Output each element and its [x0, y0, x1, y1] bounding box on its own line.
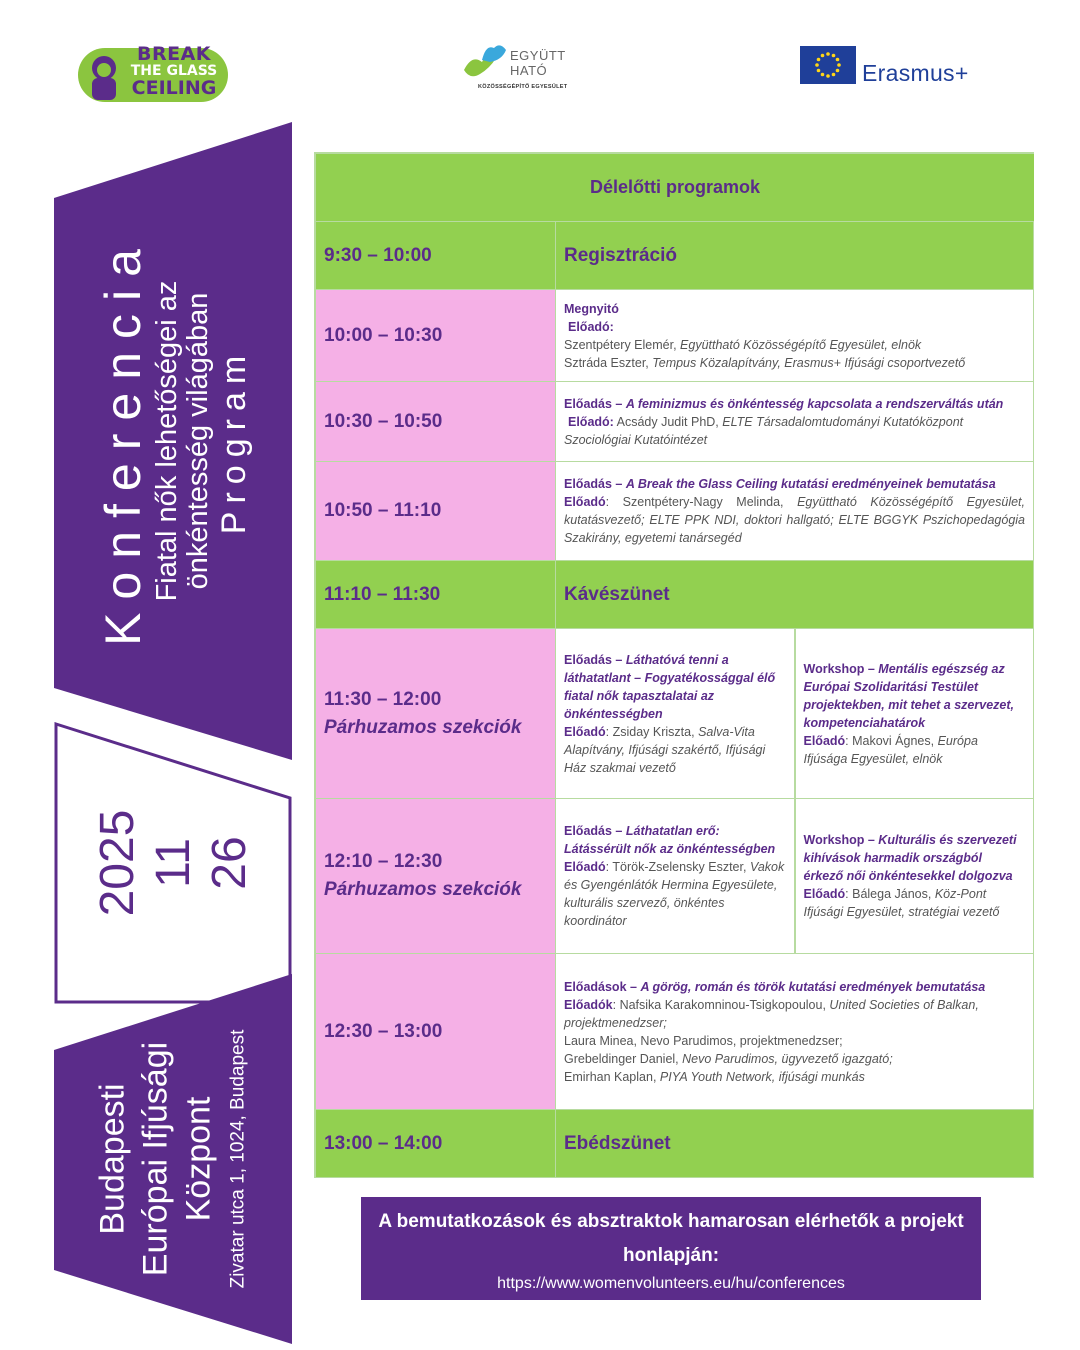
date-banner [54, 722, 294, 1004]
time-cell [316, 561, 556, 628]
date-day: 26 [203, 836, 256, 890]
egyutthato-line-2: HATÓ [510, 63, 548, 78]
egyutthato-line-1: EGYÜTT [510, 48, 566, 63]
logo-line-2: THE GLASS [130, 63, 218, 79]
venue-line-3: Központ [179, 1096, 218, 1222]
time-text: 10:00 – 10:30 [324, 324, 443, 346]
venue-address: Zivatar utca 1, 1024, Budapest [227, 1029, 249, 1289]
speaker-role: United Societies of Balkan, projektmenedzser; [564, 997, 979, 1030]
event-title: Láthatatlan erő: Látássérült nők az önkéntességben [564, 824, 776, 856]
logo-line-1: BREAK [136, 43, 212, 65]
event-title: Megnyitó [564, 301, 619, 316]
conference-title-banner [54, 122, 294, 760]
event-title: Láthatóvá tenni a láthatatlant – Fogyatékossággal élő fiatal nők tapasztalatai az önkéntességben [564, 652, 776, 721]
venue-line-1: Budapesti [93, 1083, 132, 1235]
time-text: 12:30 – 13:00 [324, 1020, 443, 1042]
event-kind: Előadás – [564, 652, 623, 667]
eu-flag-icon [800, 46, 856, 84]
hands-icon [460, 40, 510, 84]
egyutthato-wordmark [510, 48, 566, 78]
event-cell [556, 222, 1034, 289]
speaker-name: Sztráda Eszter, [564, 355, 649, 370]
speaker-role: Európa Ifjúsága Egyesület, elnök [803, 733, 978, 766]
time-text: 13:00 – 14:00 [324, 1132, 443, 1154]
session-cell-right [795, 799, 1035, 953]
time-text: 10:30 – 10:50 [324, 410, 443, 432]
event-label: Regisztráció [564, 244, 677, 266]
time-text: 12:10 – 12:30 [324, 851, 443, 872]
event-cell [556, 382, 1034, 461]
event-kind: Workshop – [803, 661, 875, 676]
speaker-role: Nevo Parudimos, ügyvezető igazgató; [682, 1051, 893, 1066]
time-cell [316, 799, 556, 953]
session-cell-left [556, 629, 795, 798]
schedule-header-row [316, 154, 1034, 222]
parallel-sessions-label: Párhuzamos szekciók [324, 716, 522, 738]
event-cell [556, 462, 1034, 560]
presenter-label: Előadó [803, 887, 846, 901]
event-label: Ebédszünet [564, 1132, 671, 1154]
event-cell [556, 1110, 1034, 1177]
presenter-label: Előadó: [568, 319, 614, 334]
project-website-link[interactable]: https://www.womenvolunteers.eu/hu/conferences [497, 1275, 845, 1292]
date-year: 2025 [91, 809, 144, 917]
footer-notice [361, 1197, 981, 1300]
speaker-role: Salva-Vita Alapítvány, Ifjúsági szakértő, Ifjúsági Ház szakmai vezető [564, 724, 766, 775]
schedule-row-parallel-1 [316, 629, 1034, 799]
time-cell [316, 1110, 556, 1177]
time-cell [316, 462, 556, 560]
schedule-row-talk-3 [316, 954, 1034, 1110]
time-cell [316, 629, 556, 798]
logo-wordmark [118, 43, 230, 99]
time-text: 9:30 – 10:00 [324, 244, 432, 266]
speaker-role: Tempus Közalapítvány, Erasmus+ Ifjúsági csoportvezető [652, 355, 966, 370]
event-title: Mentális egészség az Európai Szolidaritási Testület projektekben, mit tehet a szervezet, kompetenciahatárok [803, 661, 1014, 730]
schedule-row-parallel-2 [316, 799, 1034, 954]
logo-line-3: CEILING [131, 77, 217, 99]
speaker-entry: Laura Minea, Nevo Parudimos, projektmenedzser; [564, 1033, 843, 1048]
presenter-label: Előadó [564, 860, 606, 874]
time-text: 11:30 – 12:00 [324, 688, 442, 710]
time-cell [316, 222, 556, 289]
event-kind: Előadás – [564, 477, 623, 491]
footer-message: A bemutatkozások és absztraktok hamarosan elérhetők a projekt honlapján: [378, 1211, 964, 1266]
speaker-name: : Bálega János, [845, 887, 932, 901]
session-cell-left [556, 799, 795, 953]
speaker-role: Köz-Pont Ifjúsági Egyesület, stratégiai vezető [803, 887, 1000, 919]
event-title: A feminizmus és önkéntesség kapcsolata a rendszerváltás után [625, 396, 1004, 411]
schedule-row-talk-1 [316, 382, 1034, 462]
speaker-name: Grebeldinger Daniel, [564, 1051, 679, 1066]
speaker-role: PIYA Youth Network, ifjúsági munkás [659, 1069, 865, 1084]
egyutthato-logo [460, 40, 580, 100]
event-kind: Előadás – [564, 824, 623, 838]
time-cell [316, 954, 556, 1109]
event-kind: Workshop – [803, 833, 875, 847]
speaker-name: : Török-Zselensky Eszter, [605, 860, 747, 874]
time-text: 10:50 – 11:10 [324, 500, 442, 521]
event-cell [556, 954, 1034, 1109]
speaker-name: Emirhan Kaplan, [564, 1069, 657, 1084]
event-label: Kávészünet [564, 583, 670, 605]
schedule-header: Délelőtti programok [589, 177, 761, 197]
time-text: 11:10 – 11:30 [324, 583, 441, 605]
speaker-role: Vakok és Gyengénlátók Hermina Egyesülete, kulturális szervező, önkéntes koordinátor [564, 860, 785, 928]
time-cell [316, 382, 556, 461]
event-cell [556, 561, 1034, 628]
schedule-row-registration [316, 222, 1034, 290]
parallel-sessions-label: Párhuzamos szekciók [324, 879, 522, 900]
venue-line-2: Európai Ifjúsági [136, 1041, 175, 1277]
conference-subtitle-line-2: önkéntesség világában [182, 292, 214, 590]
schedule-row-talk-2 [316, 462, 1034, 561]
erasmus-plus-logo [800, 46, 990, 92]
speaker-name: : Makovi Ágnes, [845, 733, 935, 748]
event-title: Kulturális és szervezeti kihívások harmadik országból érkező női önkéntesekkel dolgozva [803, 833, 1017, 883]
event-date [90, 810, 258, 917]
erasmus-wordmark: Erasmus+ [862, 60, 969, 86]
date-month: 11 [147, 838, 200, 888]
schedule-table [314, 152, 1034, 1178]
speaker-role: ELTE Társadalomtudományi Kutatóközpont Szociológiai Kutatóintézet [564, 414, 964, 447]
event-cell [556, 290, 1034, 381]
schedule-row-coffee [316, 561, 1034, 629]
event-kind: Előadás – [564, 396, 623, 411]
speaker-name: Szentpétery Elemér, [564, 337, 677, 352]
speaker-name: : Szentpétery-Nagy Melinda, [605, 495, 784, 509]
speaker-name: Acsády Judit PhD, [616, 414, 719, 429]
conference-title: Konferencia [95, 236, 151, 646]
conference-title-group [94, 236, 254, 646]
presenter-label: Előadók [564, 997, 613, 1012]
speaker-name: : Nafsika Karakomninou-Tsigkopoulou, [612, 997, 826, 1012]
presenter-label: Előadó [564, 495, 606, 509]
break-the-glass-ceiling-logo [78, 44, 236, 104]
session-cell-right [795, 629, 1035, 798]
schedule-row-lunch [316, 1110, 1034, 1178]
schedule-row-opening [316, 290, 1034, 382]
presenter-label: Előadó: [568, 414, 614, 429]
conference-subtitle-line-1: Fiatal nők lehetőségei az [151, 280, 183, 602]
event-kind: Előadások – [564, 979, 637, 994]
presenter-label: Előadó [564, 724, 606, 739]
egyutthato-subtitle: KÖZÖSSÉGÉPÍTŐ EGYESÜLET [478, 84, 568, 90]
time-cell [316, 290, 556, 381]
presenter-label: Előadó [803, 733, 846, 748]
event-title: A Break the Glass Ceiling kutatási eredményeinek bemutatása [625, 477, 996, 491]
venue-text [92, 1030, 257, 1289]
event-title: A görög, román és török kutatási eredmények bemutatása [640, 979, 986, 994]
speaker-role: Együttható Közösségépítő Egyesület, elnök [680, 337, 922, 352]
venue-banner [54, 974, 294, 1344]
speaker-role: Együttható Közösségépítő Egyesület, kutatásvezető; ELTE PPK NDI, doktori hallgató; ELTE BGGYK Pszichopedagógia Szakirány, egyetemi tanársegéd [564, 495, 1025, 545]
program-heading: Program [215, 347, 253, 535]
speaker-name: : Zsiday Kriszta, [605, 724, 695, 739]
